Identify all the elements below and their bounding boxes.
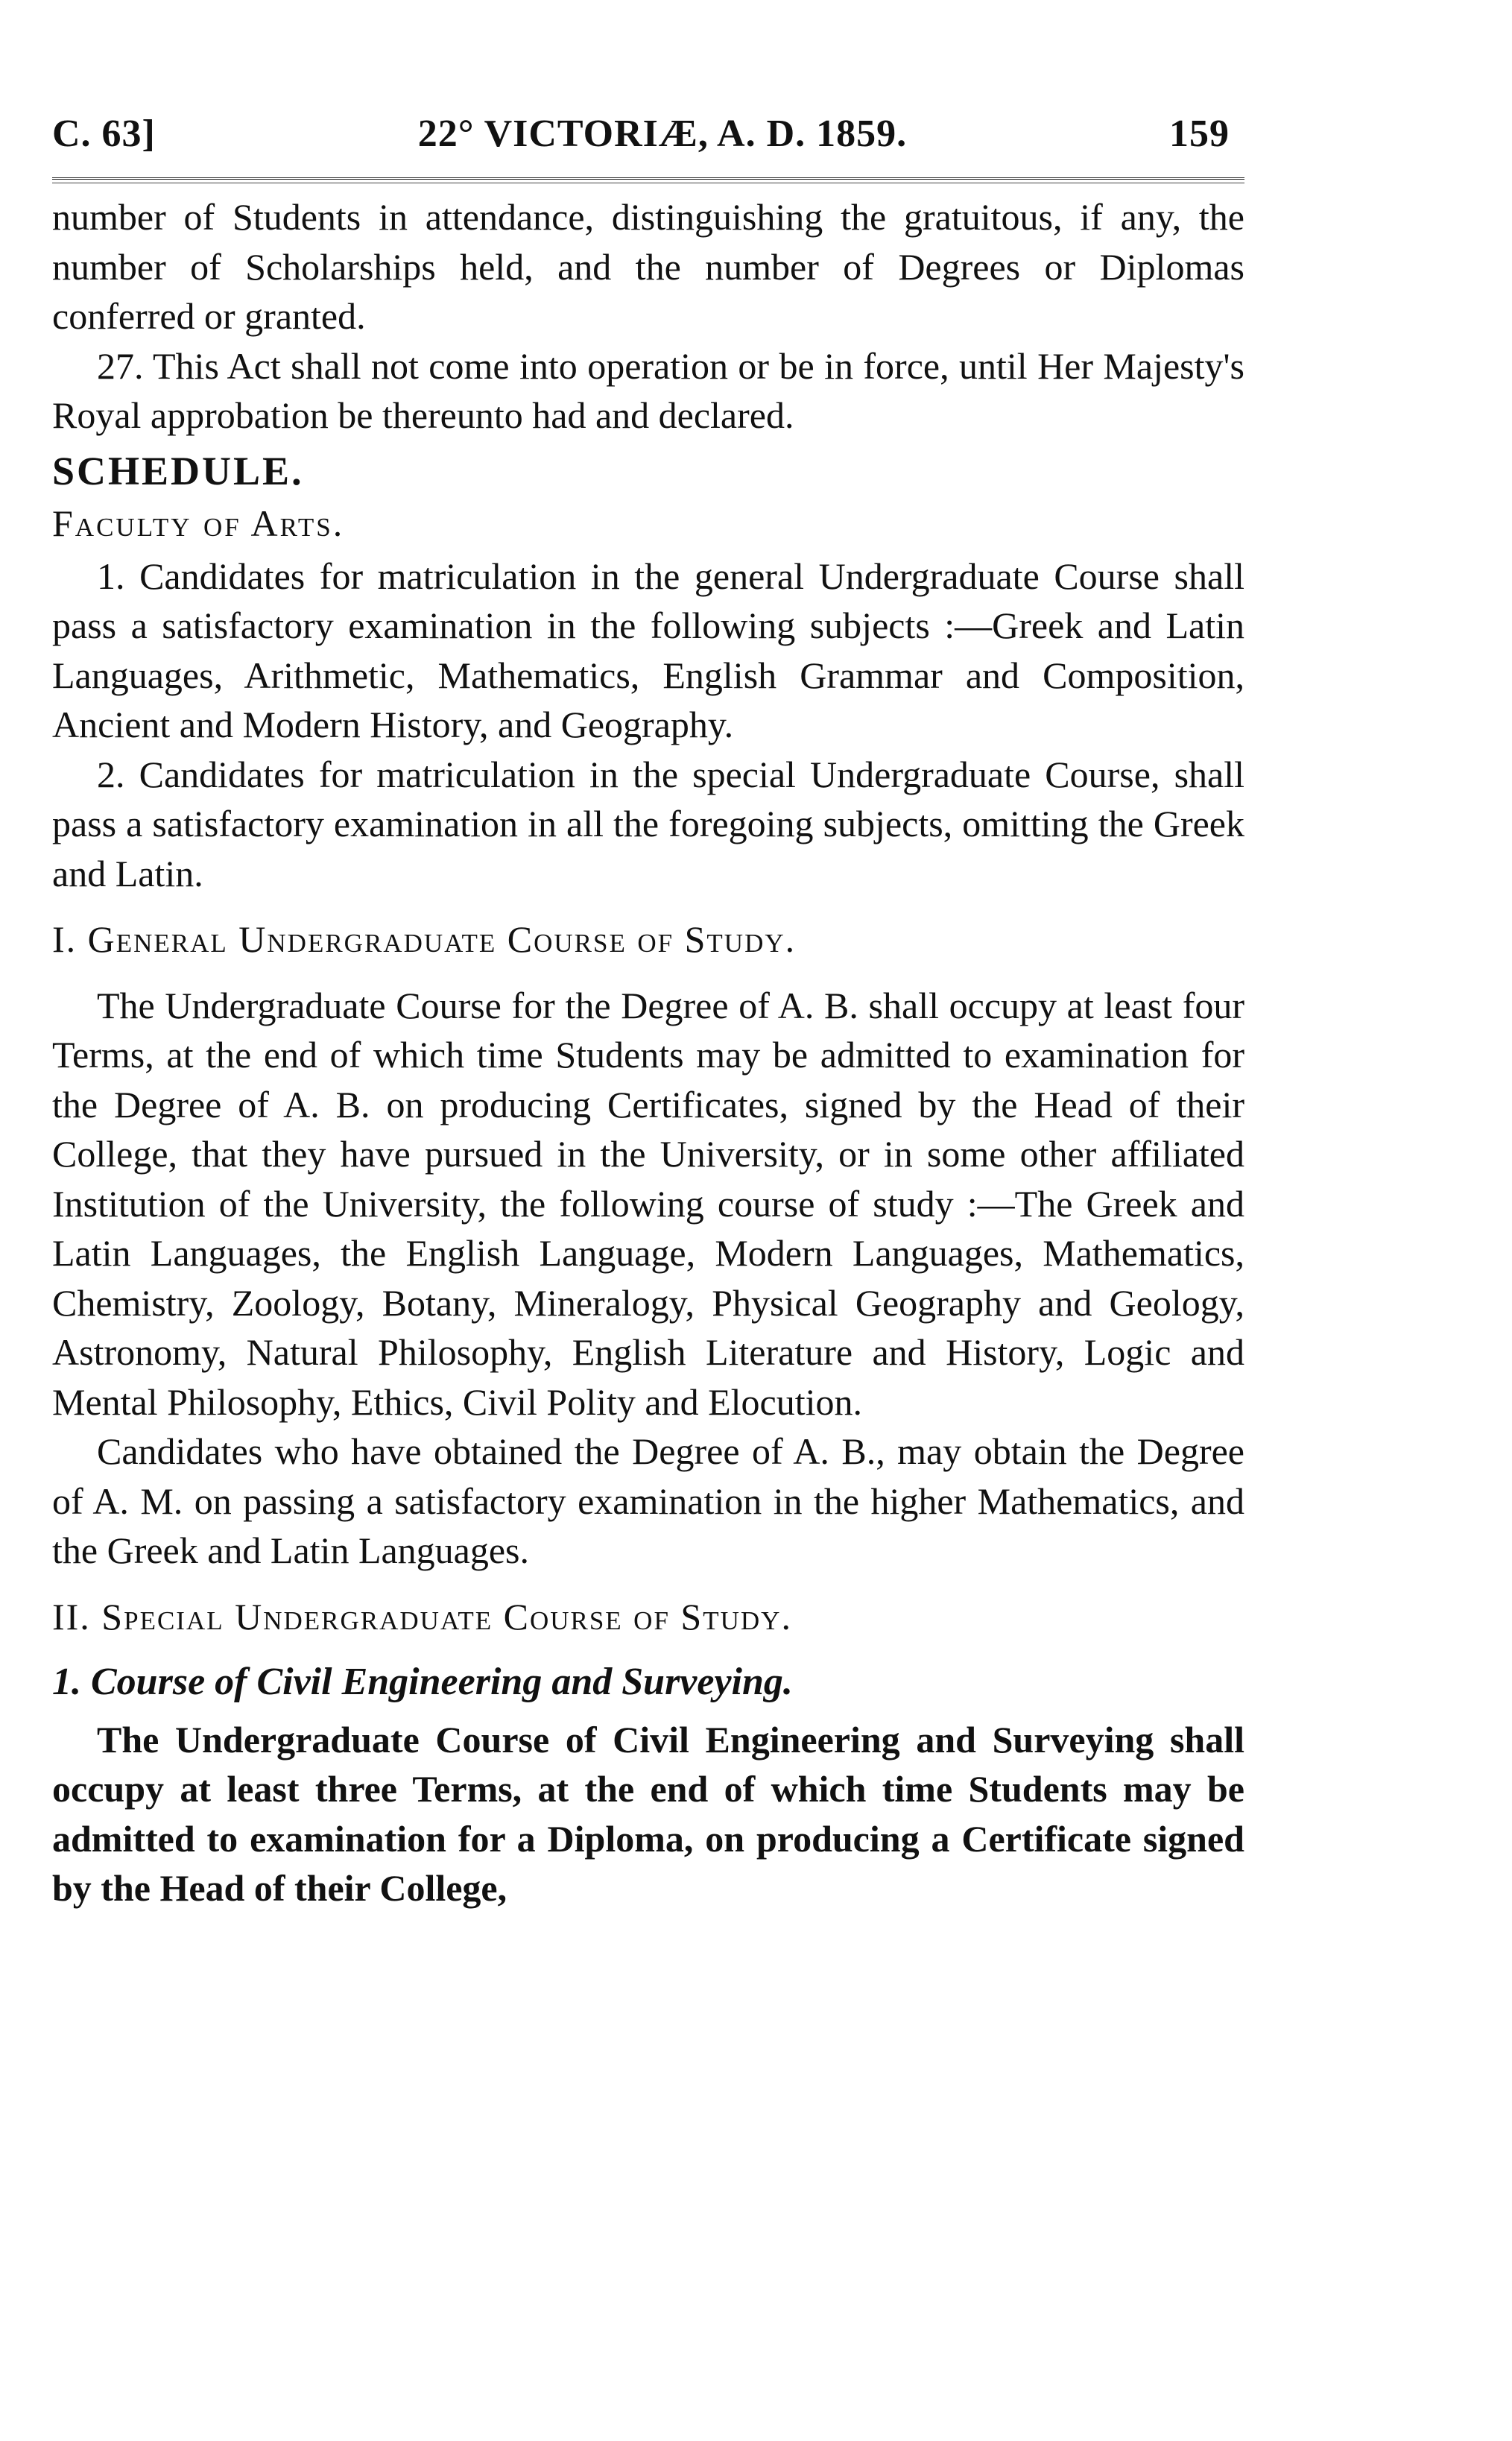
running-header xyxy=(52,112,1244,171)
subsection-heading-civil-engineering: 1. Course of Civil Engineering and Surveying. xyxy=(52,1661,793,1703)
paragraph-matriculation-general: 1. Candidates for matriculation in the general Undergraduate Course shall pass a satisfactory examination in the following subjects :—Greek and Latin Languages, Arithmetic, Mathematics, English Grammar and Composition, Ancient and Modern History, and Geography. xyxy=(52,555,1244,745)
chapter-reference: C. 63] xyxy=(52,113,156,155)
paragraph-civil-engineering: The Undergraduate Course of Civil Engineering and Surveying shall occupy at least three Terms, at the end of which time Students may be admitted to examination for a Diploma, on producing a Certificate signed by the Head of their College, xyxy=(52,1718,1244,1909)
page-body xyxy=(52,192,1244,1913)
paragraph-general-course: The Undergraduate Course for the Degree of A. B. shall occupy at least four Terms, at the end of which time Students may be admitted to examination for the Degree of A. B. on producing Certificates, signed by the Head of their College, that they have pursued in the University, or in some other affiliated Institution of the University, the following course of study :—The Greek and Latin Languages, the English Language, Modern Languages, Mathematics, Chemistry, Zoology, Botany, Mineralogy, Physical Geography and Geology, Astronomy, Natural Philosophy, English Literature and History, Logic and Mental Philosophy, Ethics, Civil Polity and Elocution. xyxy=(52,984,1244,1423)
paragraph-matriculation-special: 2. Candidates for matriculation in the special Undergraduate Course, shall pass a satisfactory examination in all the foregoing subjects, omitting the Greek and Latin. xyxy=(52,753,1244,894)
document-page xyxy=(52,112,1244,1913)
paragraph-section-27: 27. This Act shall not come into operation or be in force, until Her Majesty's Royal approbation be thereunto had and declared. xyxy=(52,344,1244,436)
header-rule xyxy=(52,177,1244,183)
page-number: 159 xyxy=(1168,113,1230,155)
schedule-heading: SCHEDULE. xyxy=(52,448,304,493)
section-heading-special: II. Special Undergraduate Course of Study. xyxy=(52,1595,792,1638)
header-title: 22° VICTORIÆ, A. D. 1859. xyxy=(417,113,908,155)
paragraph-master-degree: Candidates who have obtained the Degree of A. B., may obtain the Degree of A. M. on passing a satisfactory examination in the higher Mathematics, and the Greek and Latin Languages. xyxy=(52,1430,1244,1571)
section-heading-general: I. General Undergraduate Course of Study. xyxy=(52,918,797,960)
faculty-heading: Faculty of Arts. xyxy=(52,502,345,544)
paragraph-continued: number of Students in attendance, distinguishing the gratuitous, if any, the number of Scholarships held, and the number of Degrees or Diplomas conferred or granted. xyxy=(52,196,1244,337)
